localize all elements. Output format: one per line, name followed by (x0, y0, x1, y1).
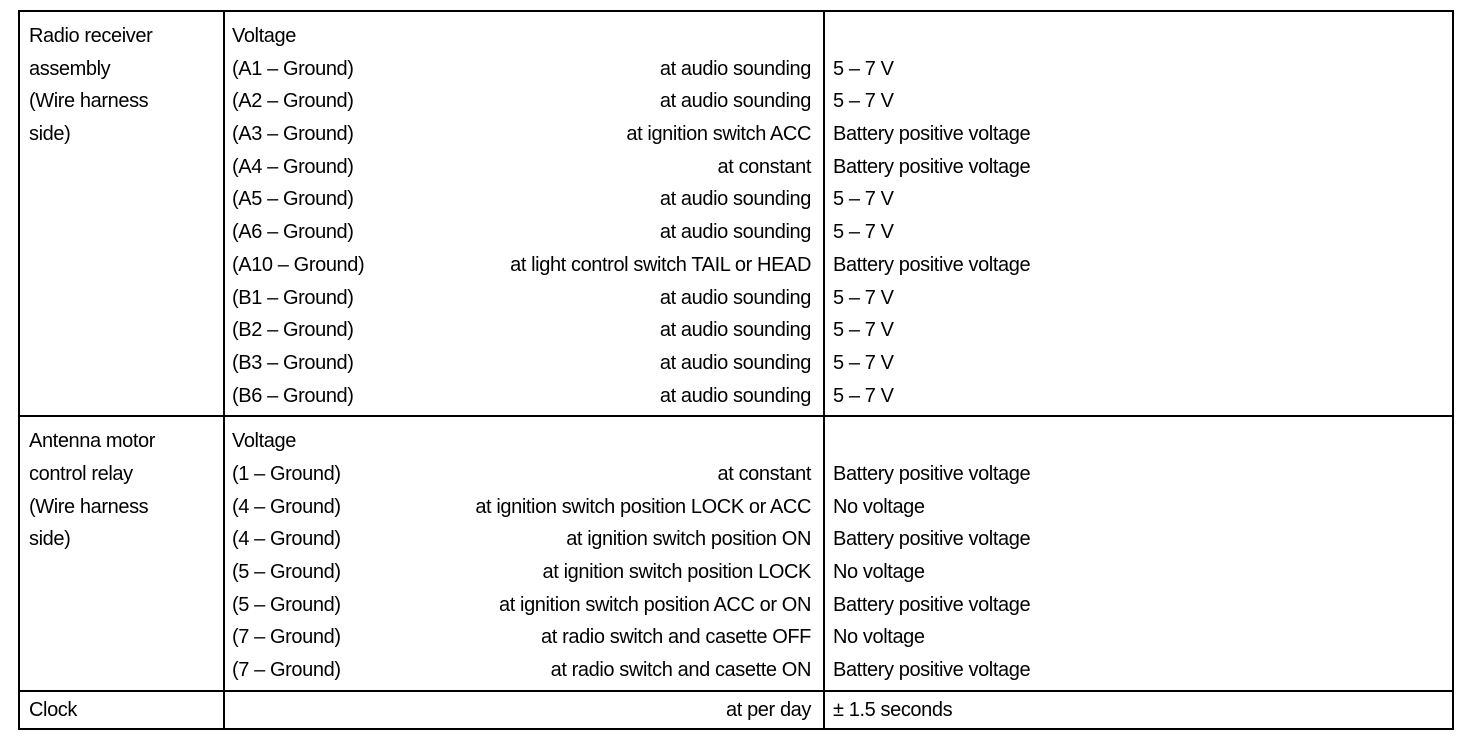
spec-value: 5 – 7 V (833, 351, 894, 374)
table-row (225, 491, 823, 524)
spec-value: Battery positive voltage (833, 155, 1031, 178)
spec-value: 5 – 7 V (833, 286, 894, 309)
spec-blank (825, 425, 1452, 458)
table-row (225, 556, 823, 589)
spec-value: Battery positive voltage (833, 462, 1031, 485)
condition-label: at light control switch TAIL or HEAD (510, 253, 811, 276)
terminal-label: (A6 – Ground) (232, 221, 354, 244)
condition-label: at audio sounding (659, 384, 811, 407)
condition-label: at per day (726, 698, 811, 721)
table-row (225, 347, 823, 380)
condition-label: at radio switch and casette ON (550, 659, 811, 682)
spec-value: ± 1.5 seconds (833, 698, 953, 721)
table-row (225, 282, 823, 315)
condition-label: at audio sounding (659, 188, 811, 211)
table-row (225, 314, 823, 347)
terminal-label: (1 – Ground) (232, 462, 341, 485)
table-row (225, 654, 823, 687)
spec-value: 5 – 7 V (833, 384, 894, 407)
component-label: Radio receiver (29, 25, 153, 47)
table-row (225, 216, 823, 249)
condition-label: at audio sounding (659, 57, 811, 80)
condition-cell (224, 691, 824, 729)
table-row (225, 85, 823, 118)
terminal-label: (A1 – Ground) (232, 57, 354, 80)
table-row (225, 249, 823, 282)
spec-value: 5 – 7 V (833, 90, 894, 113)
terminal-label: (4 – Ground) (232, 528, 341, 551)
spec-value: Battery positive voltage (833, 593, 1031, 616)
terminal-label: (B6 – Ground) (232, 384, 354, 407)
table-row (225, 183, 823, 216)
spec-value: No voltage (833, 495, 925, 518)
condition-label: at audio sounding (659, 221, 811, 244)
spec-value: Battery positive voltage (833, 253, 1031, 276)
spec-value: No voltage (833, 561, 925, 583)
component-label: (Wire harness (29, 495, 149, 518)
condition-label: at constant (717, 462, 811, 485)
table-row (225, 458, 823, 491)
spec-cell (824, 11, 1453, 416)
terminal-label: (B2 – Ground) (232, 319, 354, 342)
component-label: control relay (29, 462, 133, 485)
spec-value: 5 – 7 V (833, 188, 894, 211)
terminal-label: (A3 – Ground) (232, 123, 354, 146)
clock-section (19, 691, 1453, 729)
terminal-label: (5 – Ground) (232, 561, 341, 583)
table-row (225, 692, 823, 728)
antenna-relay-section (19, 416, 1453, 691)
specification-table (18, 10, 1454, 730)
spec-value: 5 – 7 V (833, 319, 894, 342)
component-label: (Wire harness (29, 90, 149, 113)
terminal-label: (B1 – Ground) (232, 286, 354, 309)
measurement-header: Voltage (232, 430, 296, 453)
terminal-label: (4 – Ground) (232, 495, 341, 518)
table-row (225, 523, 823, 556)
condition-label: at audio sounding (659, 351, 811, 374)
condition-label: at audio sounding (659, 90, 811, 113)
radio-receiver-section (19, 11, 1453, 416)
table-row (225, 380, 823, 413)
spec-value: No voltage (833, 626, 925, 649)
terminal-label: (A10 – Ground) (232, 253, 365, 276)
table-row (225, 118, 823, 151)
spec-value: 5 – 7 V (833, 221, 894, 244)
condition-label: at ignition switch position LOCK or ACC (475, 495, 811, 518)
condition-label: at constant (717, 155, 811, 178)
component-label: side) (29, 528, 71, 551)
terminal-label: (7 – Ground) (232, 626, 341, 649)
terminal-label: (A4 – Ground) (232, 155, 354, 178)
condition-label: at ignition switch ACC (626, 123, 811, 146)
spec-cell (824, 691, 1453, 729)
table-row (225, 621, 823, 654)
table-row (225, 589, 823, 622)
terminal-label: (A5 – Ground) (232, 188, 354, 211)
terminal-label: (B3 – Ground) (232, 351, 354, 374)
condition-label: at audio sounding (659, 319, 811, 342)
component-cell (19, 11, 224, 416)
component-label: assembly (29, 57, 111, 80)
terminal-label: (7 – Ground) (232, 659, 341, 682)
spec-value: 5 – 7 V (833, 57, 894, 80)
component-cell (19, 416, 224, 691)
condition-label: at ignition switch position LOCK (542, 561, 811, 583)
spec-value: Battery positive voltage (833, 123, 1031, 146)
spec-cell (824, 416, 1453, 691)
condition-label: at ignition switch position ON (566, 528, 811, 551)
condition-label: at audio sounding (659, 286, 811, 309)
condition-label: at ignition switch position ACC or ON (498, 593, 811, 616)
spec-value: Battery positive voltage (833, 528, 1031, 551)
spec-blank (825, 20, 1452, 53)
condition-cell (224, 11, 824, 416)
terminal-label: (A2 – Ground) (232, 90, 354, 113)
table-row (225, 151, 823, 184)
spec-value: Battery positive voltage (833, 659, 1031, 682)
component-label: Clock (29, 698, 78, 721)
condition-label: at radio switch and casette OFF (541, 626, 811, 649)
measurement-header: Voltage (232, 25, 296, 47)
component-label: side) (29, 123, 71, 146)
terminal-label: (5 – Ground) (232, 593, 341, 616)
component-label: Antenna motor (29, 430, 155, 453)
component-cell (19, 691, 224, 729)
table-row (225, 53, 823, 86)
condition-cell (224, 416, 824, 691)
